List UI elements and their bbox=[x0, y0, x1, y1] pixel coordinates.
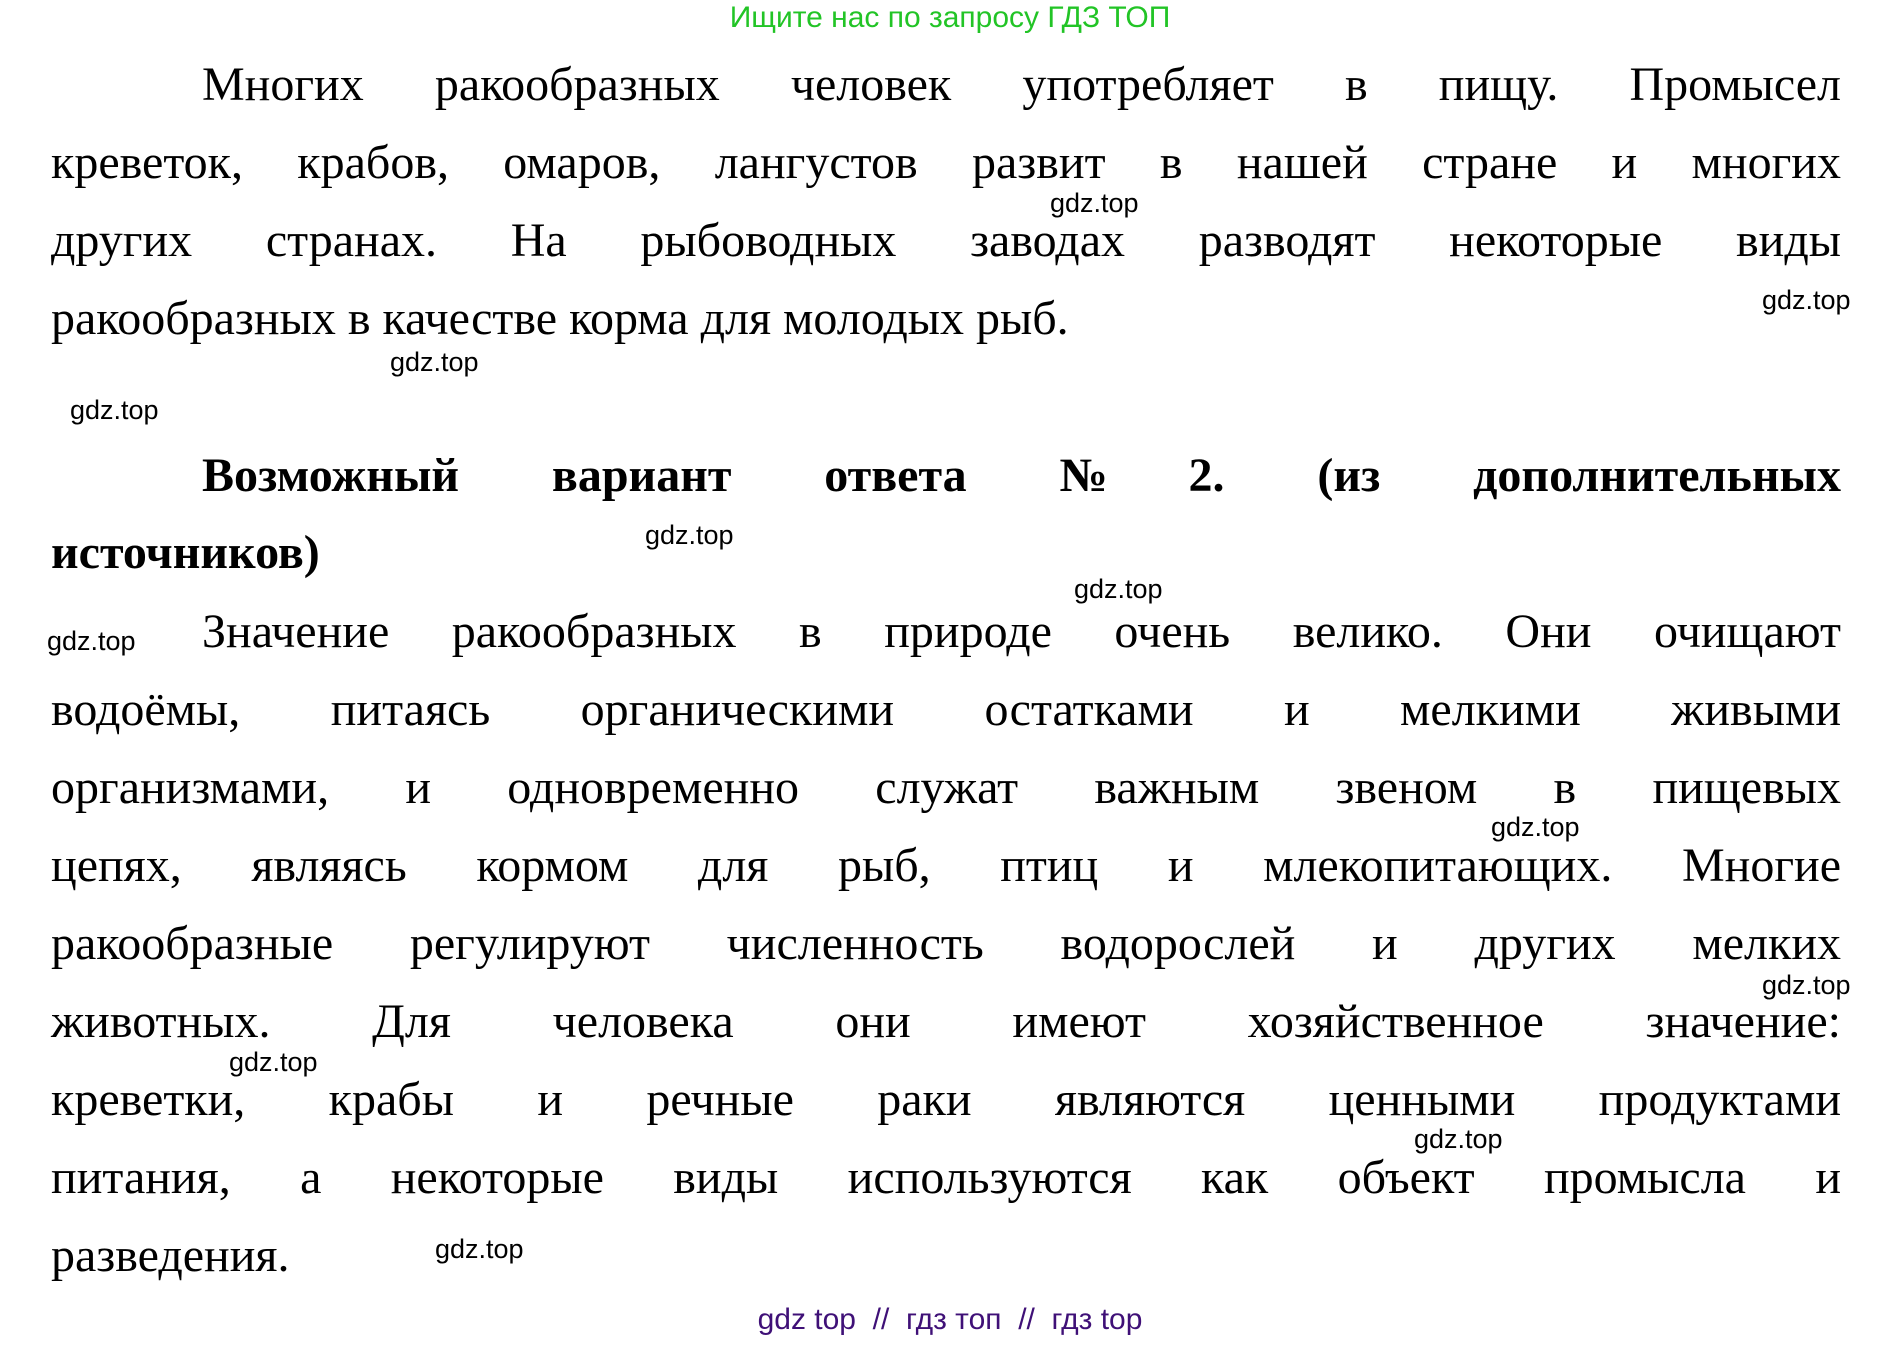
watermark: gdz.top bbox=[1414, 1124, 1503, 1154]
text-line: разведения. bbox=[51, 1229, 290, 1282]
watermark: gdz.top bbox=[1762, 285, 1851, 315]
footer-links: gdz top // гдз топ // гдз top bbox=[757, 1303, 1143, 1336]
watermark: gdz.top bbox=[70, 395, 159, 425]
text-line: Значение ракообразных в природе очень велико. Они очищают bbox=[202, 605, 1841, 658]
heading-line: источников) bbox=[51, 526, 320, 579]
text-line: питания, а некоторые виды используются как объект промысла и bbox=[51, 1151, 1841, 1204]
watermark: gdz.top bbox=[1050, 188, 1139, 218]
watermark: gdz.top bbox=[645, 520, 734, 550]
watermark: gdz.top bbox=[390, 347, 479, 377]
text-line: цепях, являясь кормом для рыб, птиц и млекопитающих. Многие bbox=[51, 839, 1841, 892]
watermark: gdz.top bbox=[1491, 812, 1580, 842]
text-line: ракообразных в качестве корма для молодых рыб. bbox=[51, 292, 1069, 345]
watermark: gdz.top bbox=[47, 626, 136, 656]
text-line: других странах. На рыбоводных заводах разводят некоторые виды bbox=[51, 214, 1841, 267]
text-line: водоёмы, питаясь органическими остатками и мелкими живыми bbox=[51, 683, 1841, 736]
text-line: ракообразные регулируют численность водорослей и других мелких bbox=[51, 917, 1841, 970]
watermark: gdz.top bbox=[435, 1234, 524, 1264]
text-line: животных. Для человека они имеют хозяйственное значение: bbox=[51, 995, 1841, 1048]
text-line: организмами, и одновременно служат важным звеном в пищевых bbox=[51, 761, 1841, 814]
watermark: gdz.top bbox=[1762, 970, 1851, 1000]
watermark: gdz.top bbox=[1074, 574, 1163, 604]
text-line: креветок, крабов, омаров, лангустов развит в нашей стране и многих bbox=[51, 136, 1841, 189]
heading-line: Возможный вариант ответа №2. (из дополнительных bbox=[202, 449, 1841, 502]
text-line: креветки, крабы и речные раки являются ценными продуктами bbox=[51, 1073, 1841, 1126]
search-hint-banner: Ищите нас по запросу ГДЗ ТОП bbox=[729, 1, 1171, 34]
watermark: gdz.top bbox=[229, 1047, 318, 1077]
text-line: Многих ракообразных человек употребляет в пищу. Промысел bbox=[202, 58, 1841, 111]
